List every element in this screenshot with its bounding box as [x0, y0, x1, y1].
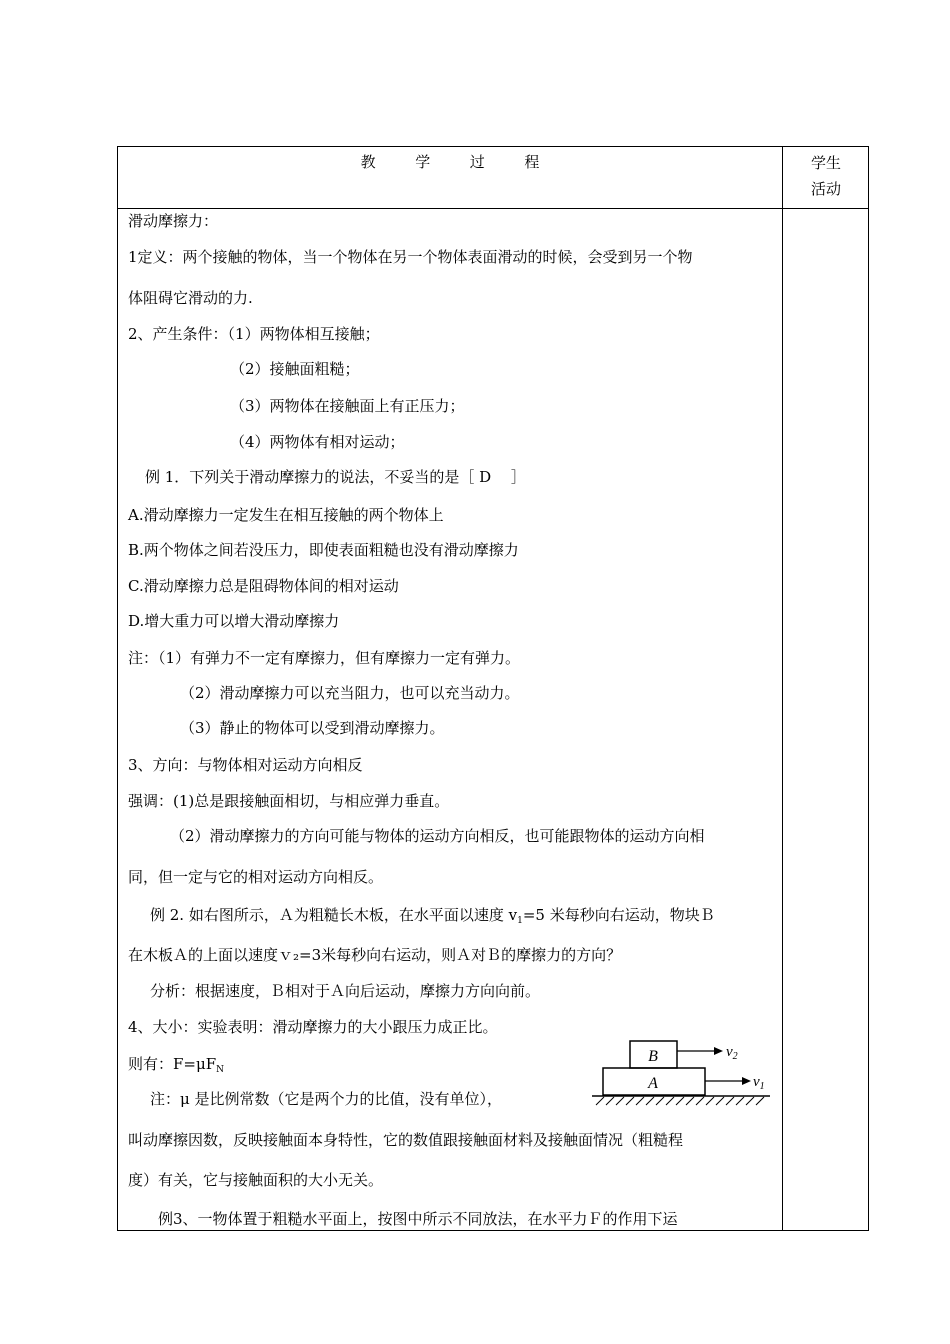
example2-line: 在木板Ａ的上面以速度ｖ₂=3米每秒向右运动，则Ａ对Ｂ的摩擦力的方向？	[128, 946, 622, 964]
subscript: N	[216, 1065, 225, 1075]
example2-text: 例 2. 如右图所示，Ａ为粗糙长木板，在水平面以速度 v	[150, 906, 518, 924]
condition-line: （4）两物体有相对运动；	[230, 433, 405, 451]
example3-line: 例3、一物体置于粗糙水平面上，按图中所示不同放法，在水平力Ｆ的作用下运	[158, 1210, 678, 1228]
analysis-line: 分析：根据速度，Ｂ相对于Ａ向后运动，摩擦力方向向前。	[150, 982, 541, 1000]
velocity-label-top: $v_2$	[726, 1044, 738, 1062]
ground-hatching	[596, 1097, 764, 1105]
side-header-line: 活动	[810, 180, 841, 198]
example2-line	[150, 905, 715, 931]
header-title	[118, 151, 782, 172]
example1-question: 例 1．下列关于滑动摩擦力的说法，不妥当的是［ D ］	[145, 468, 526, 486]
arrowhead-top	[714, 1047, 723, 1055]
example1-option-c: C.滑动摩擦力总是阻碍物体间的相对运动	[128, 577, 399, 595]
magnitude-line: 4、大小：实验表明：滑动摩擦力的大小跟压力成正比。	[128, 1018, 498, 1036]
example1-option-a: A.滑动摩擦力一定发生在相互接触的两个物体上	[128, 506, 444, 524]
condition-line: （3）两物体在接触面上有正压力；	[230, 397, 465, 415]
note-line: 注：μ 是比例常数（它是两个力的比值，没有单位），	[150, 1090, 503, 1108]
block-a-label: A	[648, 1075, 658, 1092]
definition-line: 1定义：两个接触的物体，当一个物体在另一个物体表面滑动的时候，会受到另一个物	[128, 248, 693, 266]
block-b-label: B	[648, 1048, 658, 1065]
student-activity-header	[783, 150, 869, 202]
emphasis-line: 强调：(1)总是跟接触面相切，与相应弹力垂直。	[128, 792, 450, 810]
section-title: 滑动摩擦力：	[128, 212, 219, 230]
arrowhead-bottom	[742, 1077, 751, 1085]
note-line: 注：（1）有弹力不一定有摩擦力，但有摩擦力一定有弹力。	[128, 649, 521, 667]
condition-line: （2）接触面粗糙；	[230, 360, 360, 378]
definition-line: 体阻碍它滑动的力.	[128, 289, 253, 307]
emphasis-line: 同，但一定与它的相对运动方向相反。	[128, 868, 384, 886]
note-line: （2）滑动摩擦力可以充当阻力，也可以充当动力。	[180, 684, 520, 702]
side-header-line: 学生	[810, 154, 841, 172]
example1-option-b: B.两个物体之间若没压力，即使表面粗糙也没有滑动摩擦力	[128, 541, 519, 559]
velocity-label-bottom: $v_1$	[753, 1074, 765, 1092]
header-char: 程	[524, 153, 540, 171]
blocks-diagram	[590, 1035, 775, 1110]
friction-coefficient-line: 度）有关，它与接触面积的大小无关。	[128, 1171, 384, 1189]
formula-text: 则有：F=μF	[128, 1055, 217, 1073]
header-divider	[118, 208, 868, 209]
emphasis-line: （2）滑动摩擦力的方向可能与物体的运动方向相反，也可能跟物体的运动方向相	[170, 827, 705, 845]
example2-text: =5 米每秒向右运动，物块Ｂ	[522, 906, 715, 924]
example1-option-d: D.增大重力可以增大滑动摩擦力	[128, 612, 340, 630]
friction-coefficient-line: 叫动摩擦因数，反映接触面本身特性，它的数值跟接触面材料及接触面情况（粗糙程	[128, 1131, 684, 1149]
column-divider	[782, 147, 783, 1230]
formula-line	[128, 1054, 224, 1080]
condition-line: 2、产生条件：（1）两物体相互接触；	[128, 325, 380, 343]
header-char: 学	[415, 153, 431, 171]
header-char: 教	[360, 153, 376, 171]
header-char: 过	[469, 153, 485, 171]
subscript: 1	[517, 916, 523, 926]
direction-line: 3、方向：与物体相对运动方向相反	[128, 756, 363, 774]
note-line: （3）静止的物体可以受到滑动摩擦力。	[180, 719, 445, 737]
